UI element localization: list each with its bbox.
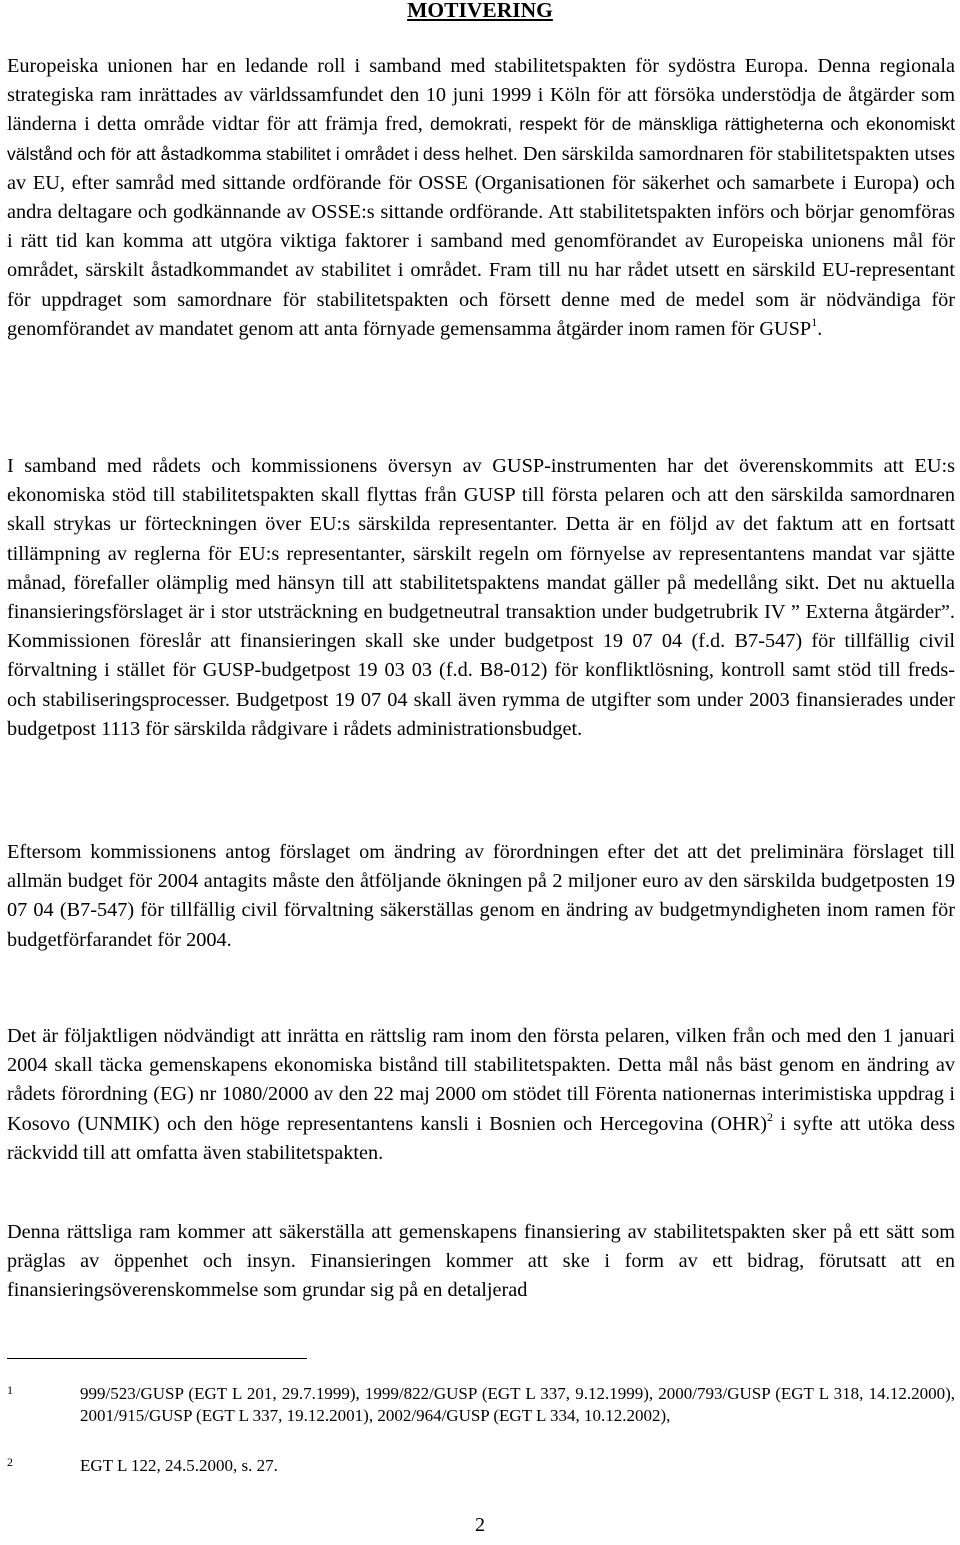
footnote-1 [7, 1383, 955, 1426]
paragraph-intro-part-b: demokrati, respekt för de mänskliga rättigheterna och ekonomiskt välstånd och för att åstadkomma stabilitet i området i dess helhet. [7, 114, 955, 164]
footnote-text: EGT L 122, 24.5.2000, s. 27. [80, 1456, 278, 1475]
paragraph-intro [7, 52, 955, 344]
footnote-number: 1 [7, 1383, 13, 1397]
paragraph-intro-end: . [817, 317, 823, 340]
paragraph-transparency: Denna rättsliga ram kommer att säkerställa att gemenskapens finansiering av stabilitetspakten sker på ett sätt som präglas av öppenhet och insyn. Finansieringen kommer att ske i form av ett bidrag, förutsatt att en finansieringsöverenskommelse som grundar sig på en detaljerad [7, 1221, 955, 1302]
footnote-ref-1: 1 [811, 314, 818, 329]
paragraph-intro-part-c: Den särskilda samordnaren för stabilitetspakten utses av EU, efter samråd med sittande ordförande för OSSE (Organisationen för säkerhet och samarbete i Europa) och andra deltagare och godkännande av OSSE:s sittande ordförande. Att stabilitetspakten införs och börjar genomföras i rätt tid kan komma att utgöra viktiga faktorer i samband med genomförandet av Europeiska unionens mål för området, särskilt åstadkommandet av stabilitet i området. Fram till nu har rådet utsett en särskild EU-representant för uppdraget som samordnare för stabilitetspakten och försett denne med de medel som är nödvändiga för genomförandet av mandatet genom att anta förnyade gemensamma åtgärder inom ramen för GUSP [7, 142, 955, 340]
footnote-text: 999/523/GUSP (EGT L 201, 29.7.1999), 1999/822/GUSP (EGT L 337, 9.12.1999), 2000/793/GUSP (EGT L 318, 14.12.2000), 2001/915/GUSP (EGT L 337, 19.12.2001), 2002/964/GUSP (EGT L 334, 10.12.2002), [80, 1384, 955, 1425]
paragraph-gusp-review: I samband med rådets och kommissionens översyn av GUSP-instrumenten har det överenskommits att EU:s ekonomiska stöd till stabilitetspakten skall flyttas från GUSP till första pelaren och att den särskilda samordnaren skall strykas ur förteckningen över EU:s särskilda representanter. Detta är en följd av det faktum att en fortsatt tillämpning av reglerna för EU:s representanter, särskilt regeln om förnyelse av representantens mandat var sjätte månad, förefaller olämplig med hänsyn till att stabilitetspaktens mandat gäller på medellång sikt. Det nu aktuella finansieringsförslaget är i stor utsträckning en budgetneutral transaktion under budgetrubrik IV ” Externa åtgärder”. Kommissionen föreslår att finansieringen skall ske under budgetpost 19 07 04 (f.d. B7-547) för tillfällig civil förvaltning i stället för GUSP-budgetpost 19 03 03 (f.d. B8-012) för konfliktlösning, kontroll samt stöd till freds- och stabiliseringsprocesser. Budgetpost 19 07 04 skall även rymma de utgifter som under 2003 finansierades under budgetpost 1113 för särskilda rådgivare i rådets administrationsbudget. [7, 455, 955, 740]
paragraph-legal-framework-part-b: i syfte att utöka dess räckvidd till att omfatta även stabilitetspakten. [7, 1112, 955, 1164]
footnote-separator [7, 1358, 307, 1359]
paragraph-legal-framework-part-a: Det är följaktligen nödvändigt att inrätta en rättslig ram inom den första pelaren, vilken från och med den 1 januari 2004 skall täcka gemenskapens ekonomiska bistånd till stabilitetspakten. Detta mål nås bäst genom en ändring av rådets förordning (EG) nr 1080/2000 av den 22 maj 2000 om stödet till Förenta nationernas interimistiska uppdrag i Kosovo (UNMIK) och den höge representantens kansli i Bosnien och Hercegovina (OHR) [7, 1025, 955, 1135]
footnote-2 [7, 1455, 955, 1477]
paragraph-intro-part-a: Europeiska unionen har en ledande roll i samband med stabilitetspakten för sydöstra Europa. Denna regionala strategiska ram inrättades av världssamfundet den 10 juni 1999 i Köln för att försöka understödja de åtgärder som länderna i detta område vidtar för att främja fred, [7, 55, 955, 136]
footnote-number: 2 [7, 1455, 13, 1469]
page-number: 2 [475, 1514, 485, 1536]
paragraph-budget-increase: Eftersom kommissionens antog förslaget om ändring av förordningen efter det att det preliminära förslaget till allmän budget för 2004 antagits måste den åtföljande ökningen på 2 miljoner euro av den särskilda budgetposten 19 07 04 (B7-547) för tillfällig civil förvaltning säkerställas genom en ändring av budgetmyndigheten inom ramen för budgetförfarandet för 2004. [7, 841, 955, 951]
page-title: MOTIVERING [407, 0, 553, 22]
paragraph-legal-framework [7, 1022, 955, 1168]
footnote-ref-2: 2 [766, 1109, 773, 1124]
